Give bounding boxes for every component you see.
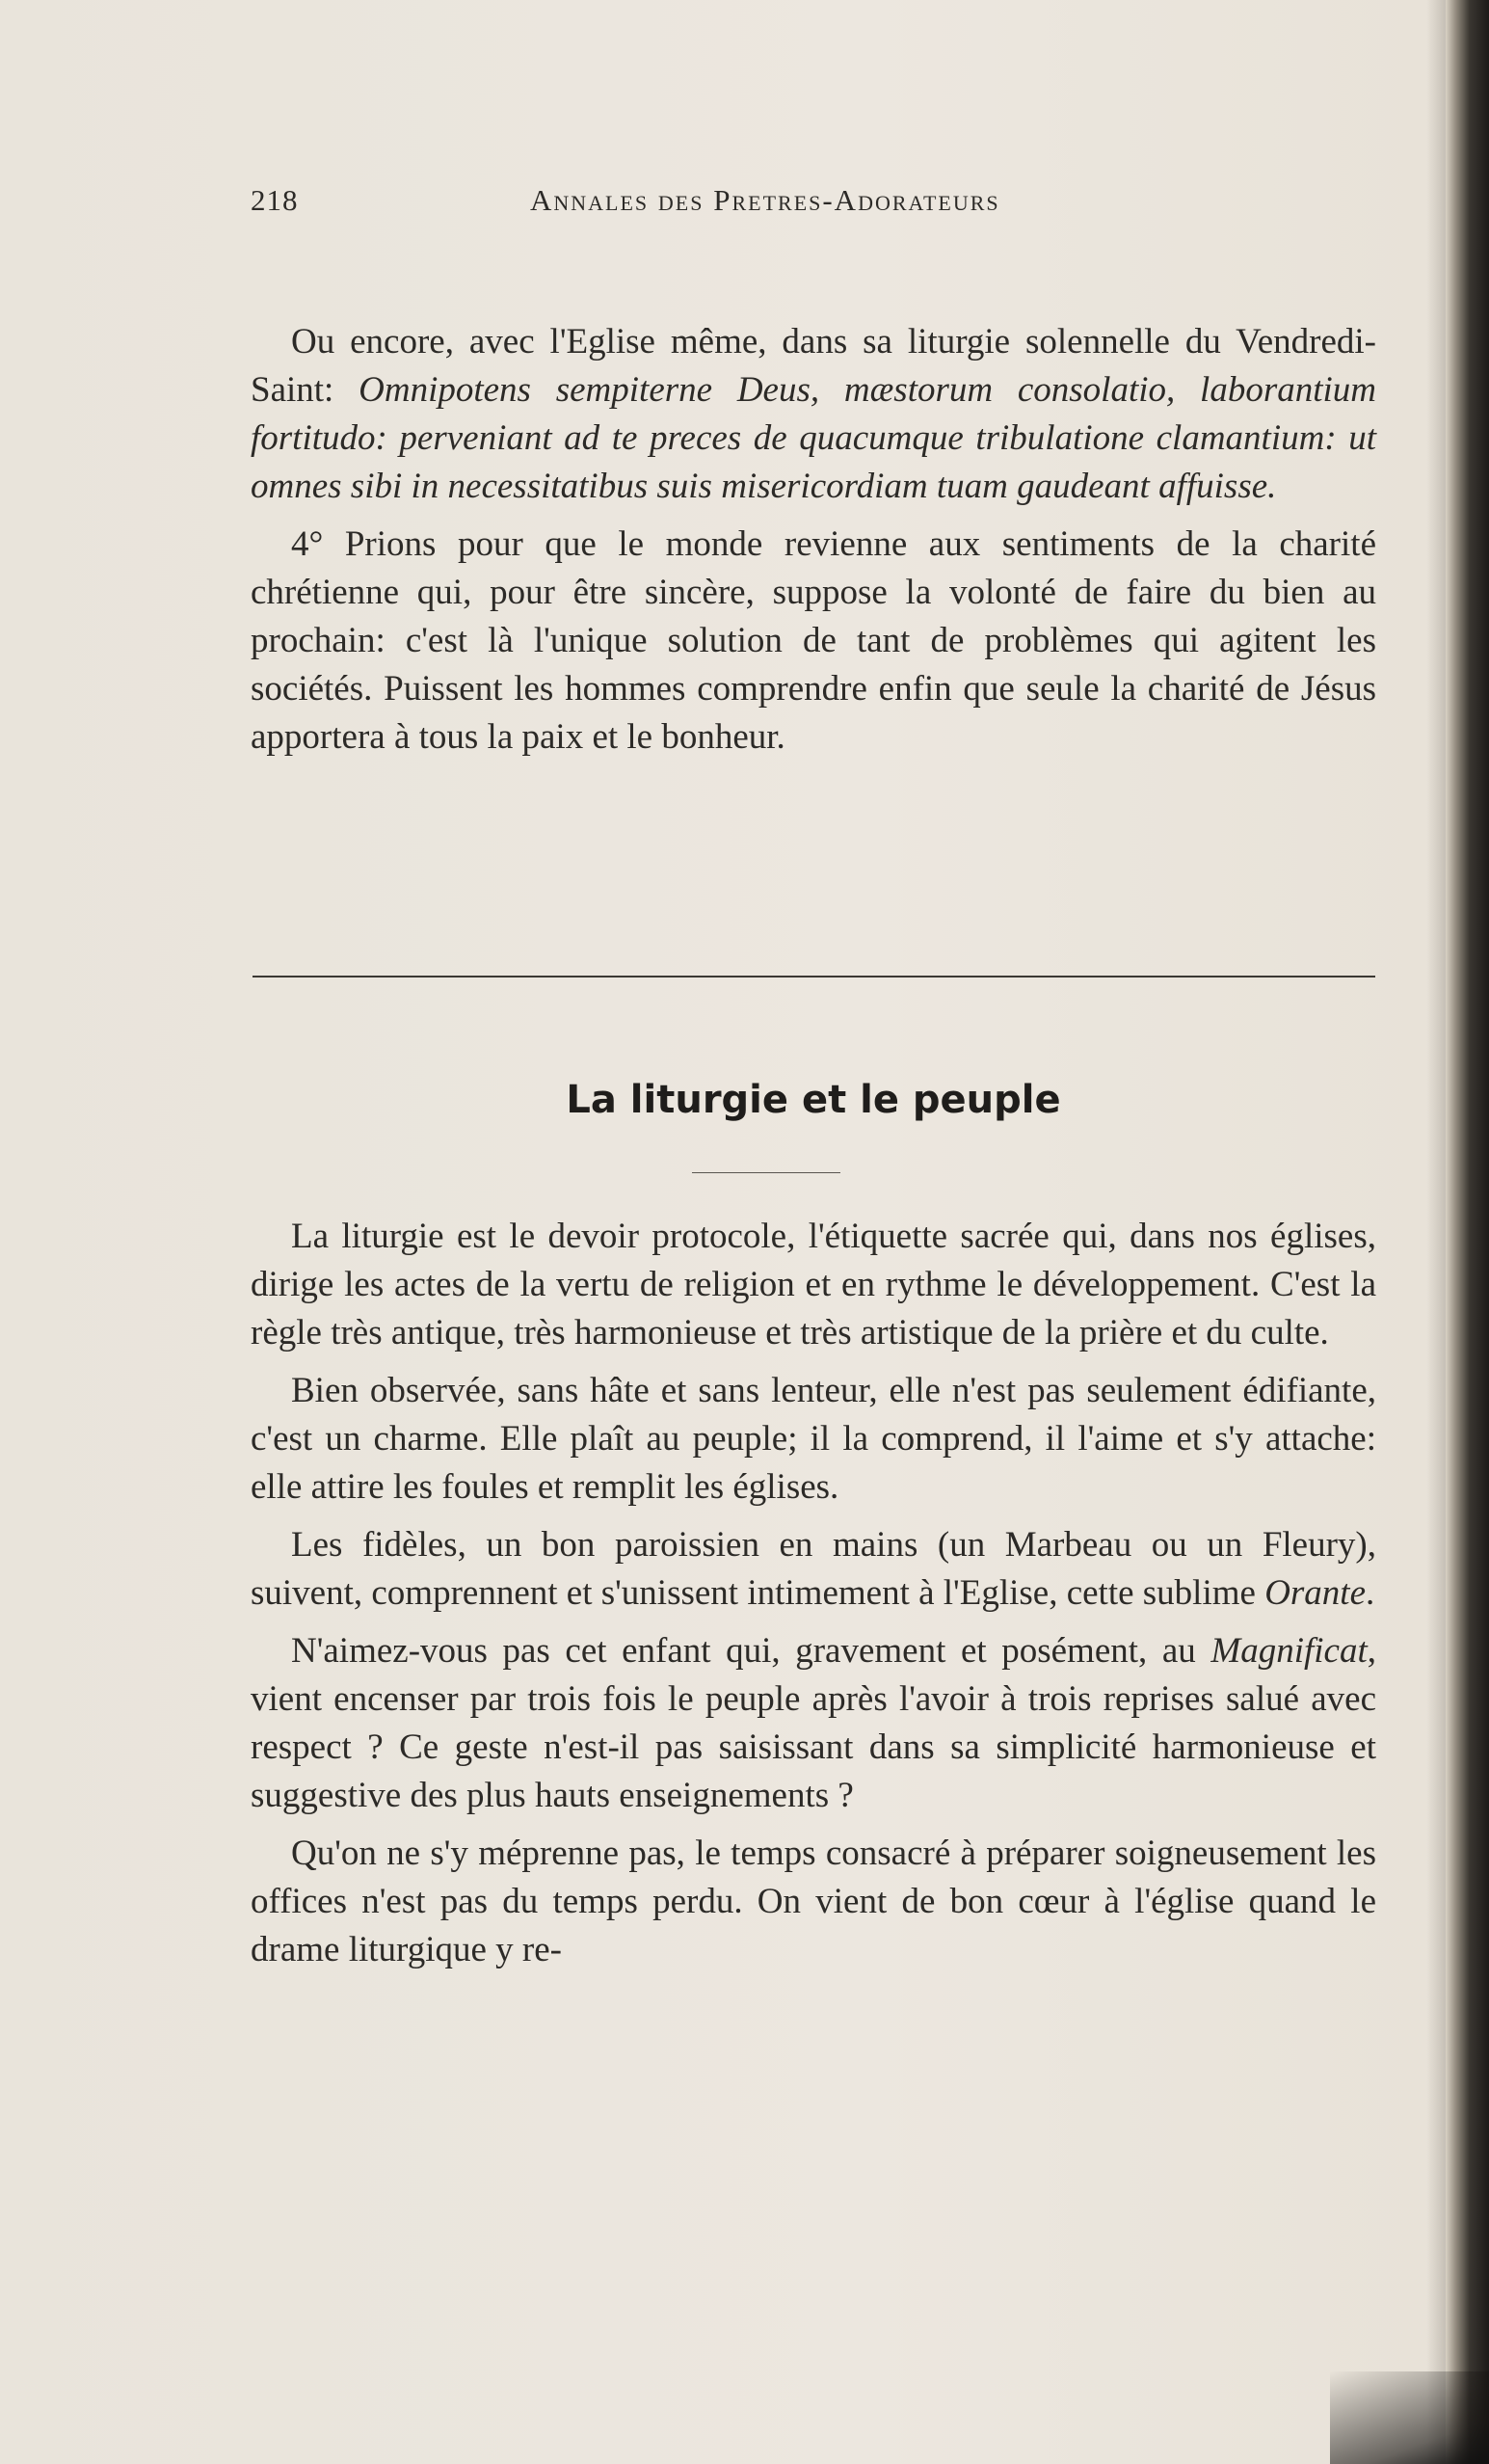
paragraph-prayer-charity: 4° Prions pour que le monde revienne aux sentiments de la charité chrétienne qui, pour être sincère, suppose la volonté de faire du bien au prochain: c'est là l'unique solution de tant de problèmes qui agitent les sociétés. Puissent les hommes comprendre enfin que seule la charité de Jésus apportera à tous la paix et le bonheur. xyxy=(251,524,1376,757)
running-head xyxy=(251,183,1373,222)
running-title: Annales des Pretres-Adorateurs xyxy=(530,183,1000,217)
p3-end: . xyxy=(1366,1573,1375,1613)
top-text-block xyxy=(251,318,1376,771)
quote-intro: Ou encore, avec l'Eglise même, dans sa liturgie solennelle du Vendredi-Saint: xyxy=(251,322,1376,410)
p4-end: , vient encenser par trois fois le peuple après l'avoir à trois reprises salué avec respect ? Ce geste n'est-il pas saisissant dans sa simplicité harmonieuse et suggestive des plus hauts enseignements ? xyxy=(251,1631,1376,1815)
p4-text: N'aimez-vous pas cet enfant qui, gravement et posément, au xyxy=(291,1631,1211,1671)
book-binding-edge xyxy=(1446,0,1489,2464)
article-paragraph-1: La liturgie est le devoir protocole, l'étiquette sacrée qui, dans nos églises, dirige les actes de la vertu de religion et en rythme le développement. C'est la règle très antique, très harmonieuse et très artistique de la prière et du culte. xyxy=(251,1217,1376,1353)
article-body xyxy=(251,1213,1376,1984)
title-underline xyxy=(692,1172,840,1173)
section-divider xyxy=(253,976,1375,978)
p3-text: Les fidèles, un bon paroissien en mains (un Marbeau ou un Fleury), suivent, comprennent et s'unissent intimement à l'Eglise, cette sublime xyxy=(251,1525,1376,1613)
page-number: 218 xyxy=(251,183,299,217)
corner-shadow xyxy=(1330,2371,1489,2464)
article-paragraph-2: Bien observée, sans hâte et sans lenteur, elle n'est pas seulement édifiante, c'est un charme. Elle plaît au peuple; il la comprend, il l'aime et s'y attache: elle attire les foules et remplit les églises. xyxy=(251,1371,1376,1507)
p3-italic: Orante xyxy=(1264,1573,1367,1613)
article-title: La liturgie et le peuple xyxy=(566,1078,1061,1122)
latin-prayer: Omnipotens sempiterne Deus, mæstorum consolatio, laborantium fortitudo: perveniant ad te preces de quacumque tribulatione clamantium: ut omnes sibi in necessitatibus suis misericordiam tuam gaudeant affuisse. xyxy=(251,370,1377,506)
article-paragraph-4 xyxy=(251,1627,1376,1820)
article-paragraph-3 xyxy=(251,1521,1376,1618)
paragraph-liturgy-quote xyxy=(251,318,1376,511)
article-paragraph-5: Qu'on ne s'y méprenne pas, le temps consacré à préparer soigneusement les offices n'est pas du temps perdu. On vient de bon cœur à l'église quand le drame liturgique y re- xyxy=(251,1834,1376,1969)
p4-italic: Magnificat xyxy=(1210,1631,1368,1671)
